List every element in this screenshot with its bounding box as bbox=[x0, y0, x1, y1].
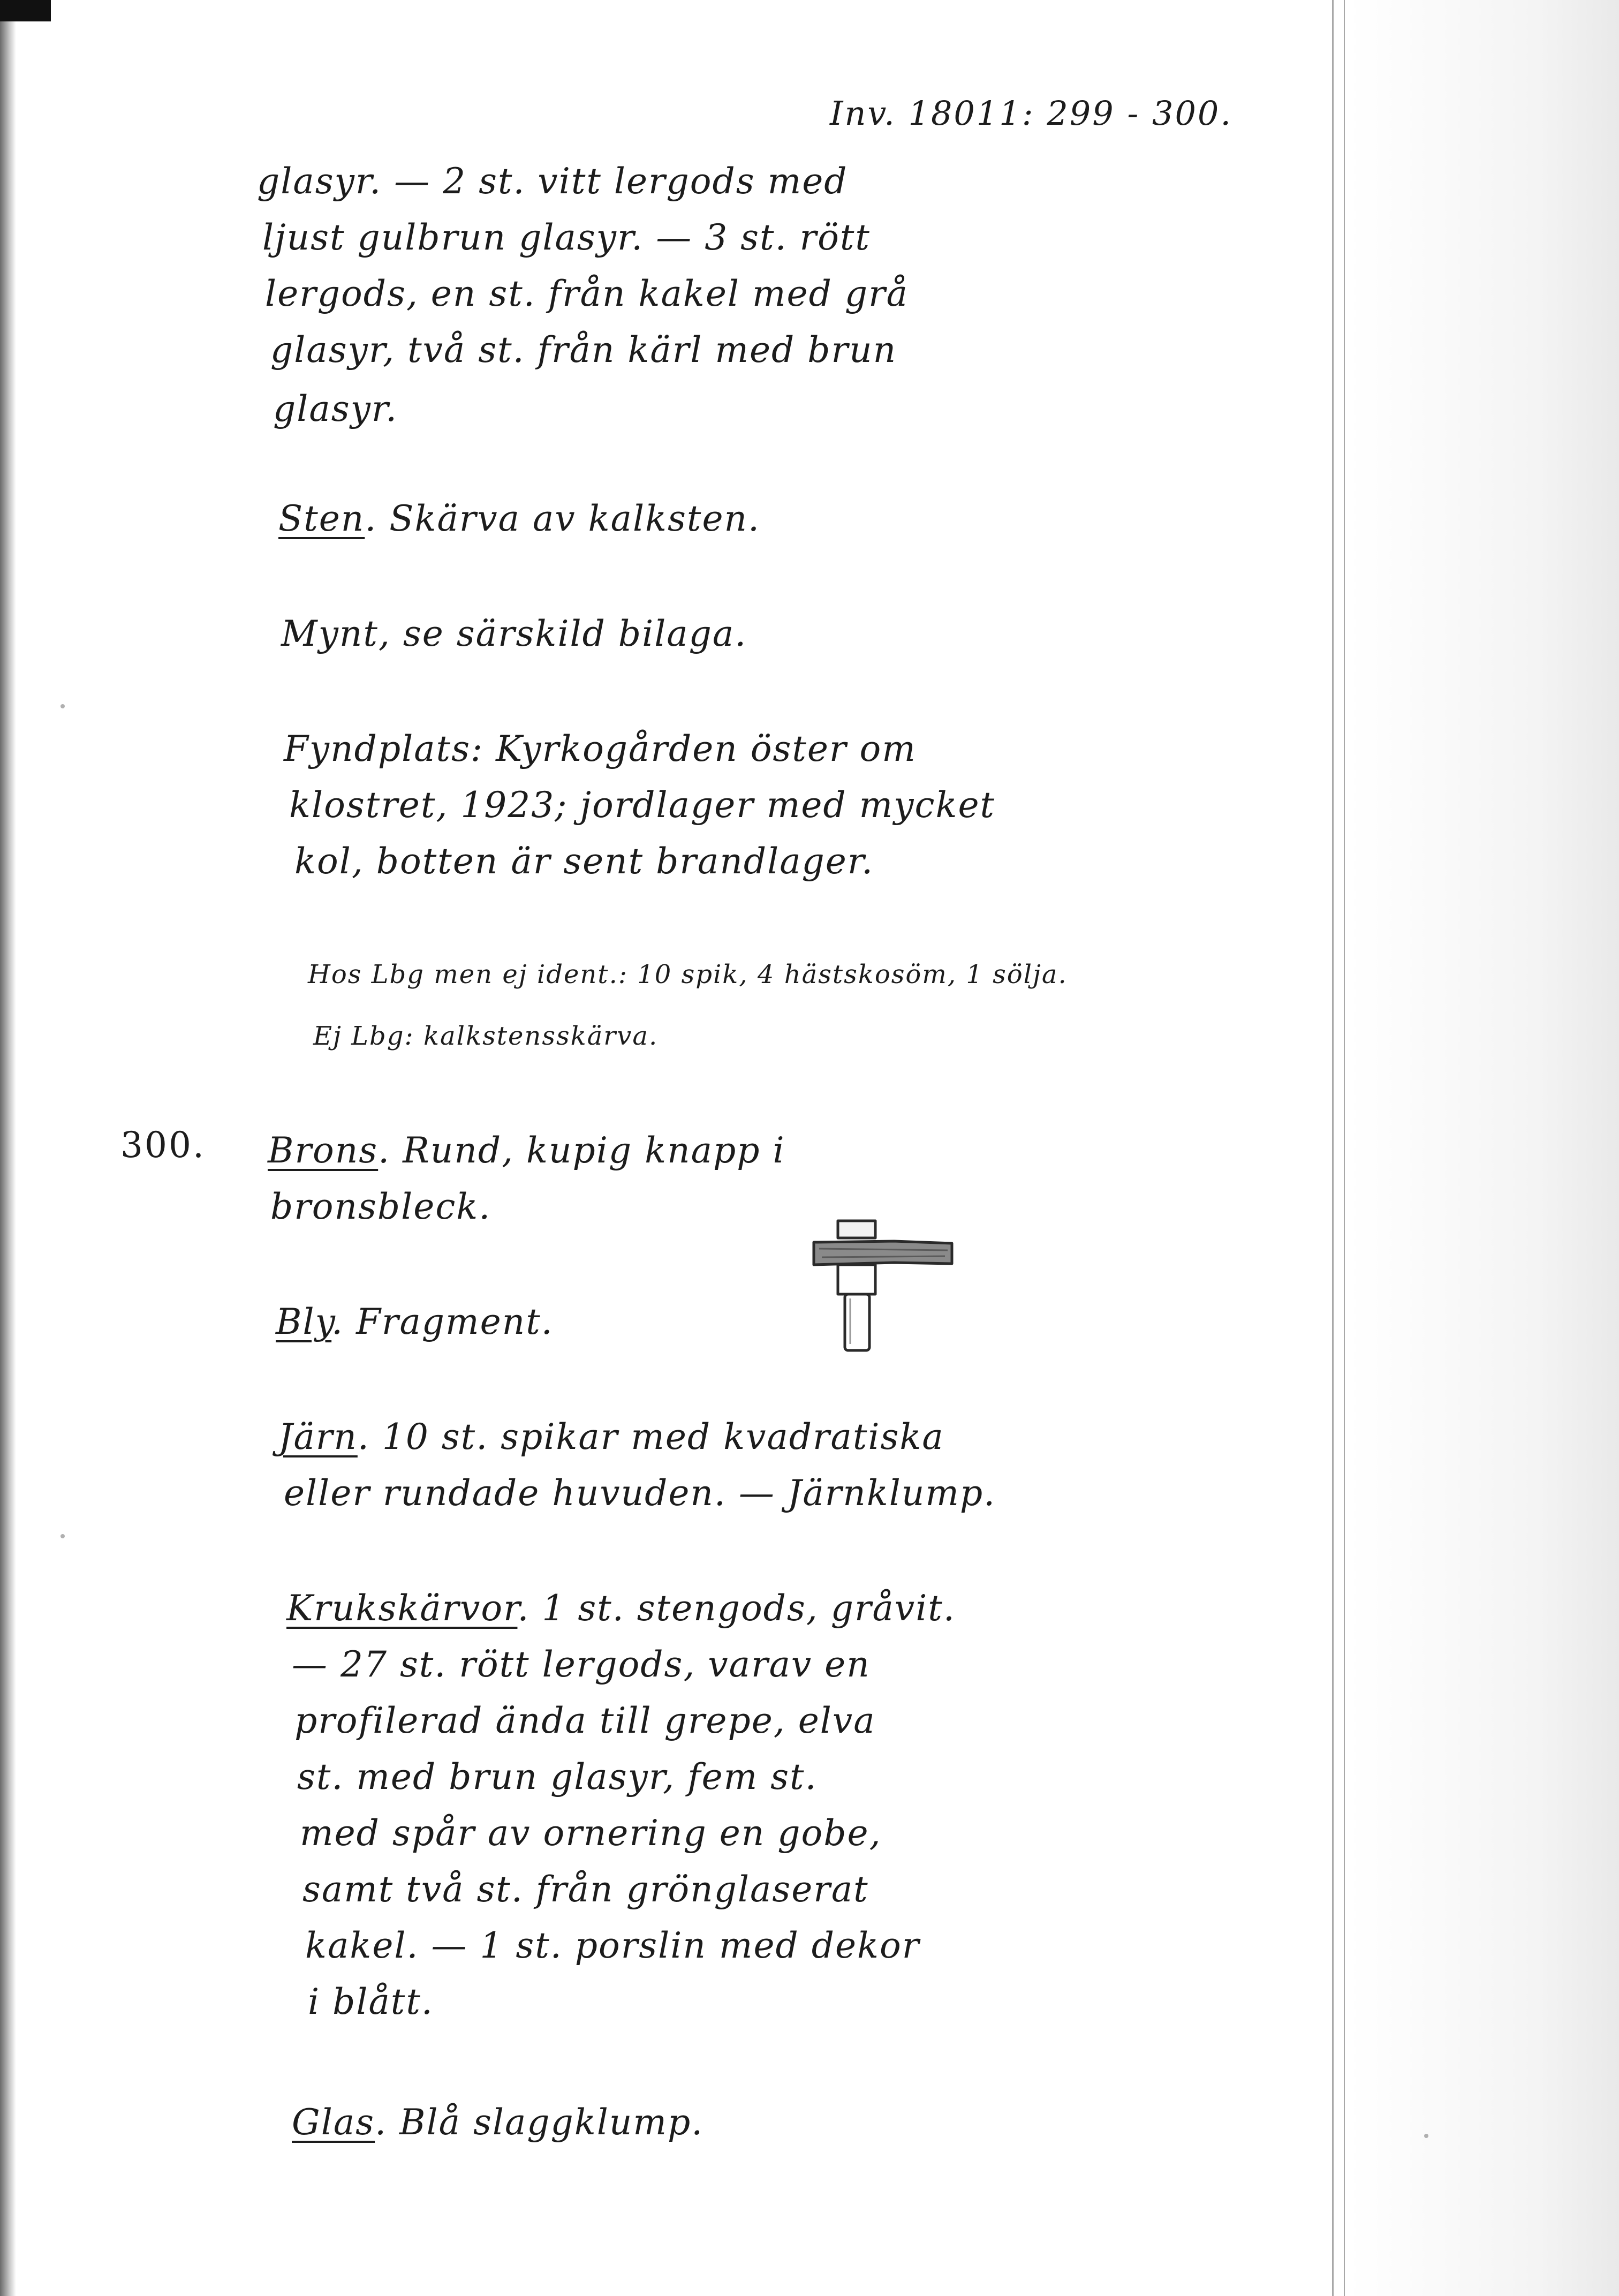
glas-heading: Glas bbox=[292, 2102, 375, 2143]
margin-speck bbox=[1424, 2134, 1428, 2138]
bly-heading: Bly bbox=[276, 1301, 332, 1342]
inventory-header: Inv. 18011: 299 - 300. bbox=[830, 94, 1233, 133]
fyndplats-line: Fyndplats: Kyrkogården öster om bbox=[284, 728, 917, 769]
binding-rule-2 bbox=[1344, 0, 1345, 2296]
brons-paragraph bbox=[268, 1122, 785, 1180]
sten-text: . Skärva av kalksten. bbox=[365, 498, 760, 539]
text-line: glasyr, två st. från kärl med brun bbox=[270, 329, 897, 371]
kruk-line: i blått. bbox=[308, 1981, 434, 2022]
text-line: glasyr. — 2 st. vitt lergods med bbox=[257, 161, 848, 202]
kruk-heading: Krukskärvor bbox=[286, 1588, 518, 1629]
margin-speck bbox=[60, 1534, 65, 1538]
kruk-line: profilerad ända till grepe, elva bbox=[294, 1700, 876, 1741]
text-line: ljust gulbrun glasyr. — 3 st. rött bbox=[262, 217, 871, 258]
bly-paragraph bbox=[276, 1293, 554, 1351]
text-line: glasyr. bbox=[273, 388, 398, 429]
jarn-line: eller rundade huvuden. — Järnklump. bbox=[284, 1472, 996, 1514]
margin-speck bbox=[60, 704, 65, 708]
jarn-paragraph bbox=[278, 1408, 944, 1466]
glas-text: . Blå slaggklump. bbox=[375, 2102, 704, 2143]
page-binding-shadow bbox=[1349, 0, 1619, 2296]
kruk-line: st. med brun glasyr, fem st. bbox=[297, 1756, 818, 1797]
kruk-line: kakel. — 1 st. porslin med dekor bbox=[305, 1925, 920, 1966]
note-line: Hos Lbg men ej ident.: 10 spik, 4 hästskosöm, 1 sölja. bbox=[308, 960, 1068, 990]
mynt-paragraph: Mynt, se särskild bilaga. bbox=[281, 613, 747, 654]
kruk-line: samt två st. från grönglaserat bbox=[302, 1869, 869, 1910]
brons-heading: Brons bbox=[268, 1130, 379, 1171]
fyndplats-line: klostret, 1923; jordlager med mycket bbox=[289, 784, 996, 826]
kruk-line: med spår av ornering en gobe, bbox=[300, 1812, 882, 1854]
bly-text: . Fragment. bbox=[331, 1301, 554, 1342]
glas-paragraph bbox=[292, 2094, 703, 2151]
jarn-heading: Järn bbox=[278, 1416, 358, 1457]
kruk-text: . 1 st. stengods, gråvit. bbox=[517, 1588, 956, 1629]
note-line: Ej Lbg: kalkstensskärva. bbox=[313, 1021, 659, 1051]
page-corner-mark bbox=[0, 0, 51, 21]
text-line: lergods, en st. från kakel med grå bbox=[265, 273, 909, 314]
entry-number: 300. bbox=[120, 1124, 206, 1166]
kruk-paragraph bbox=[286, 1580, 956, 1637]
sten-paragraph bbox=[278, 490, 760, 548]
button-sketch-drawing bbox=[803, 1210, 964, 1360]
sten-heading: Sten bbox=[278, 498, 365, 539]
page-left-edge bbox=[0, 0, 16, 2296]
jarn-text: . 10 st. spikar med kvadratiska bbox=[357, 1416, 944, 1457]
brons-line: bronsbleck. bbox=[270, 1186, 491, 1227]
binding-rule-1 bbox=[1332, 0, 1334, 2296]
fyndplats-line: kol, botten är sent brandlager. bbox=[294, 841, 874, 882]
kruk-line: — 27 st. rött lergods, varav en bbox=[292, 1644, 871, 1685]
brons-text: . Rund, kupig knapp i bbox=[378, 1130, 785, 1171]
